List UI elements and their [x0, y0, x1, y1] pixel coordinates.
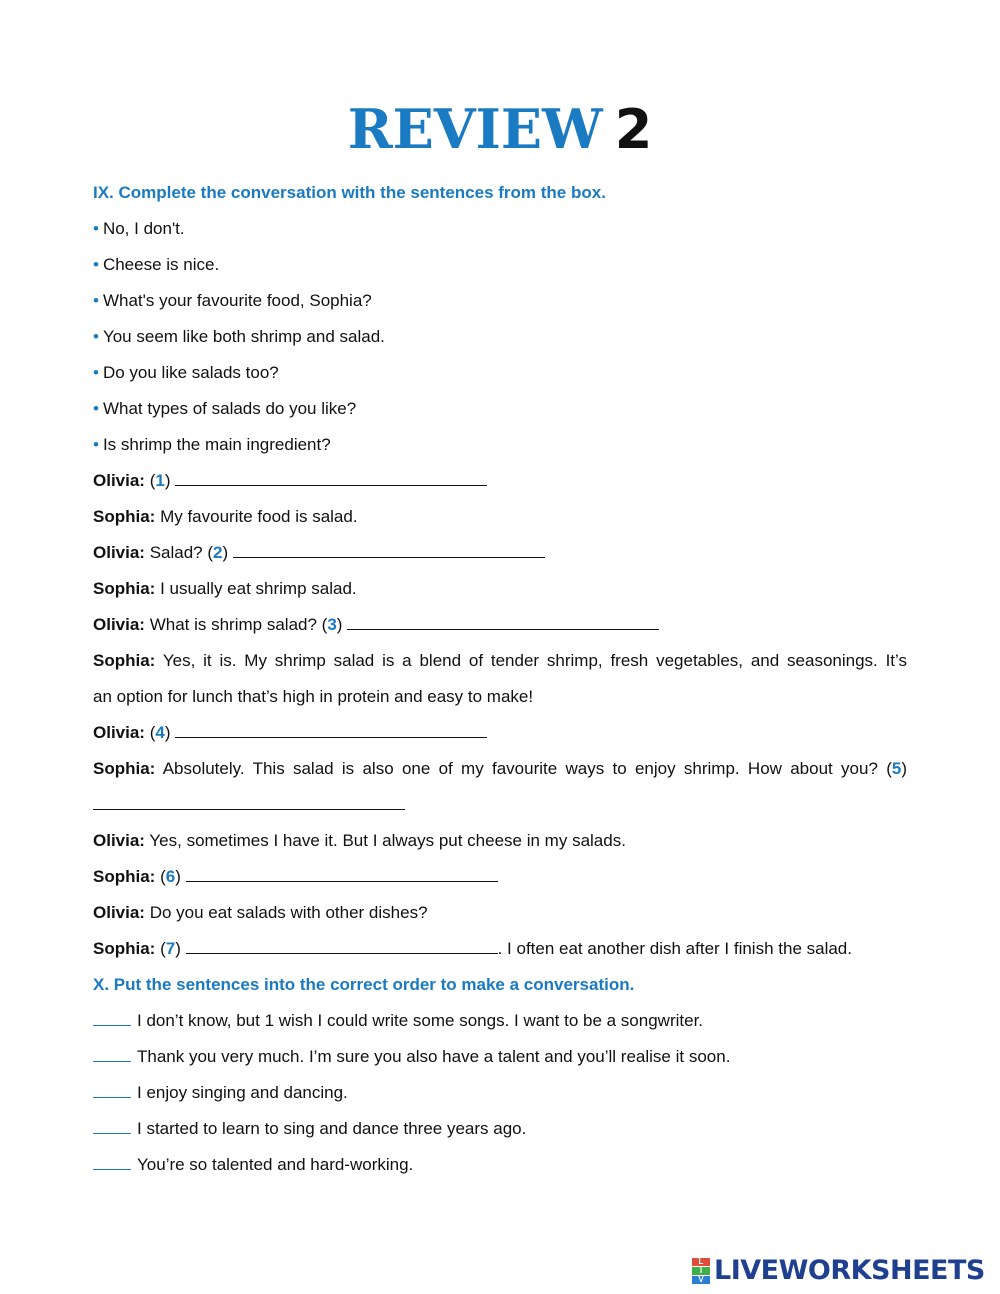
dialogue-line-4: Sophia: I usually eat shrimp salad. — [93, 579, 357, 598]
dialogue-line-9: Olivia: Yes, sometimes I have it. But I always put cheese in my salads. — [93, 831, 626, 850]
title-word: REVIEW — [347, 97, 603, 161]
answer-blank-6[interactable] — [186, 867, 498, 882]
order-item: You’re so talented and hard-working. — [93, 1154, 413, 1176]
box-item: • No, I don't. — [93, 219, 185, 238]
page-title — [0, 98, 1000, 161]
logo-text: LIVEWORKSHEETS — [714, 1255, 985, 1286]
box-item: • What types of salads do you like? — [93, 399, 357, 418]
answer-blank-7[interactable] — [186, 939, 498, 954]
answer-blank-5[interactable] — [93, 795, 405, 810]
section-x-heading: X. Put the sentences into the correct order to make a conversation. — [93, 975, 635, 994]
order-blank[interactable] — [93, 1011, 131, 1026]
dialogue-line-1: Olivia: (1) — [93, 470, 487, 492]
dialogue-line-6: Sophia: Yes, it is. My shrimp salad is a blend of tender shrimp, fresh vegetables, and seasonings. It’s — [93, 651, 908, 670]
order-blank[interactable] — [93, 1155, 131, 1170]
order-item: I don’t know, but 1 wish I could write some songs. I want to be a songwriter. — [93, 1010, 703, 1032]
order-item: I started to learn to sing and dance three years ago. — [93, 1118, 526, 1140]
bullet-icon: • — [93, 219, 99, 238]
bullet-icon: • — [93, 291, 99, 310]
order-item: I enjoy singing and dancing. — [93, 1082, 348, 1104]
dialogue-line-8-cont — [93, 794, 405, 816]
dialogue-line-12: Sophia: (7) . I often eat another dish after I finish the salad. — [93, 939, 852, 958]
box-item: • Cheese is nice. — [93, 255, 220, 274]
box-item: • You seem like both shrimp and salad. — [93, 327, 385, 346]
bullet-icon: • — [93, 435, 99, 454]
logo-icon: L I V — [692, 1258, 710, 1284]
bullet-icon: • — [93, 327, 99, 346]
dialogue-line-8: Sophia: Absolutely. This salad is also one of my favourite ways to enjoy shrimp. How about you? (5) — [93, 759, 907, 778]
order-item: Thank you very much. I’m sure you also have a talent and you’ll realise it soon. — [93, 1046, 730, 1068]
box-item: • Do you like salads too? — [93, 363, 279, 382]
liveworksheets-logo — [692, 1255, 985, 1286]
section-ix-heading: IX. Complete the conversation with the sentences from the box. — [93, 183, 606, 202]
bullet-icon: • — [93, 255, 99, 274]
answer-blank-4[interactable] — [175, 723, 487, 738]
dialogue-line-7: Olivia: (4) — [93, 722, 487, 744]
dialogue-line-11: Olivia: Do you eat salads with other dishes? — [93, 903, 428, 922]
box-item: • Is shrimp the main ingredient? — [93, 435, 331, 454]
order-blank[interactable] — [93, 1047, 131, 1062]
answer-blank-2[interactable] — [233, 543, 545, 558]
bullet-icon: • — [93, 363, 99, 382]
dialogue-line-6-cont: an option for lunch that’s high in protein and easy to make! — [93, 687, 534, 706]
dialogue-line-5: Olivia: What is shrimp salad? (3) — [93, 614, 659, 636]
order-blank[interactable] — [93, 1119, 131, 1134]
dialogue-line-3: Olivia: Salad? (2) — [93, 542, 545, 564]
order-blank[interactable] — [93, 1083, 131, 1098]
bullet-icon: • — [93, 399, 99, 418]
answer-blank-1[interactable] — [175, 471, 487, 486]
dialogue-line-2: Sophia: My favourite food is salad. — [93, 507, 358, 526]
title-number: 2 — [614, 98, 653, 161]
dialogue-line-10: Sophia: (6) — [93, 866, 498, 888]
answer-blank-3[interactable] — [347, 615, 659, 630]
box-item: • What's your favourite food, Sophia? — [93, 291, 372, 310]
